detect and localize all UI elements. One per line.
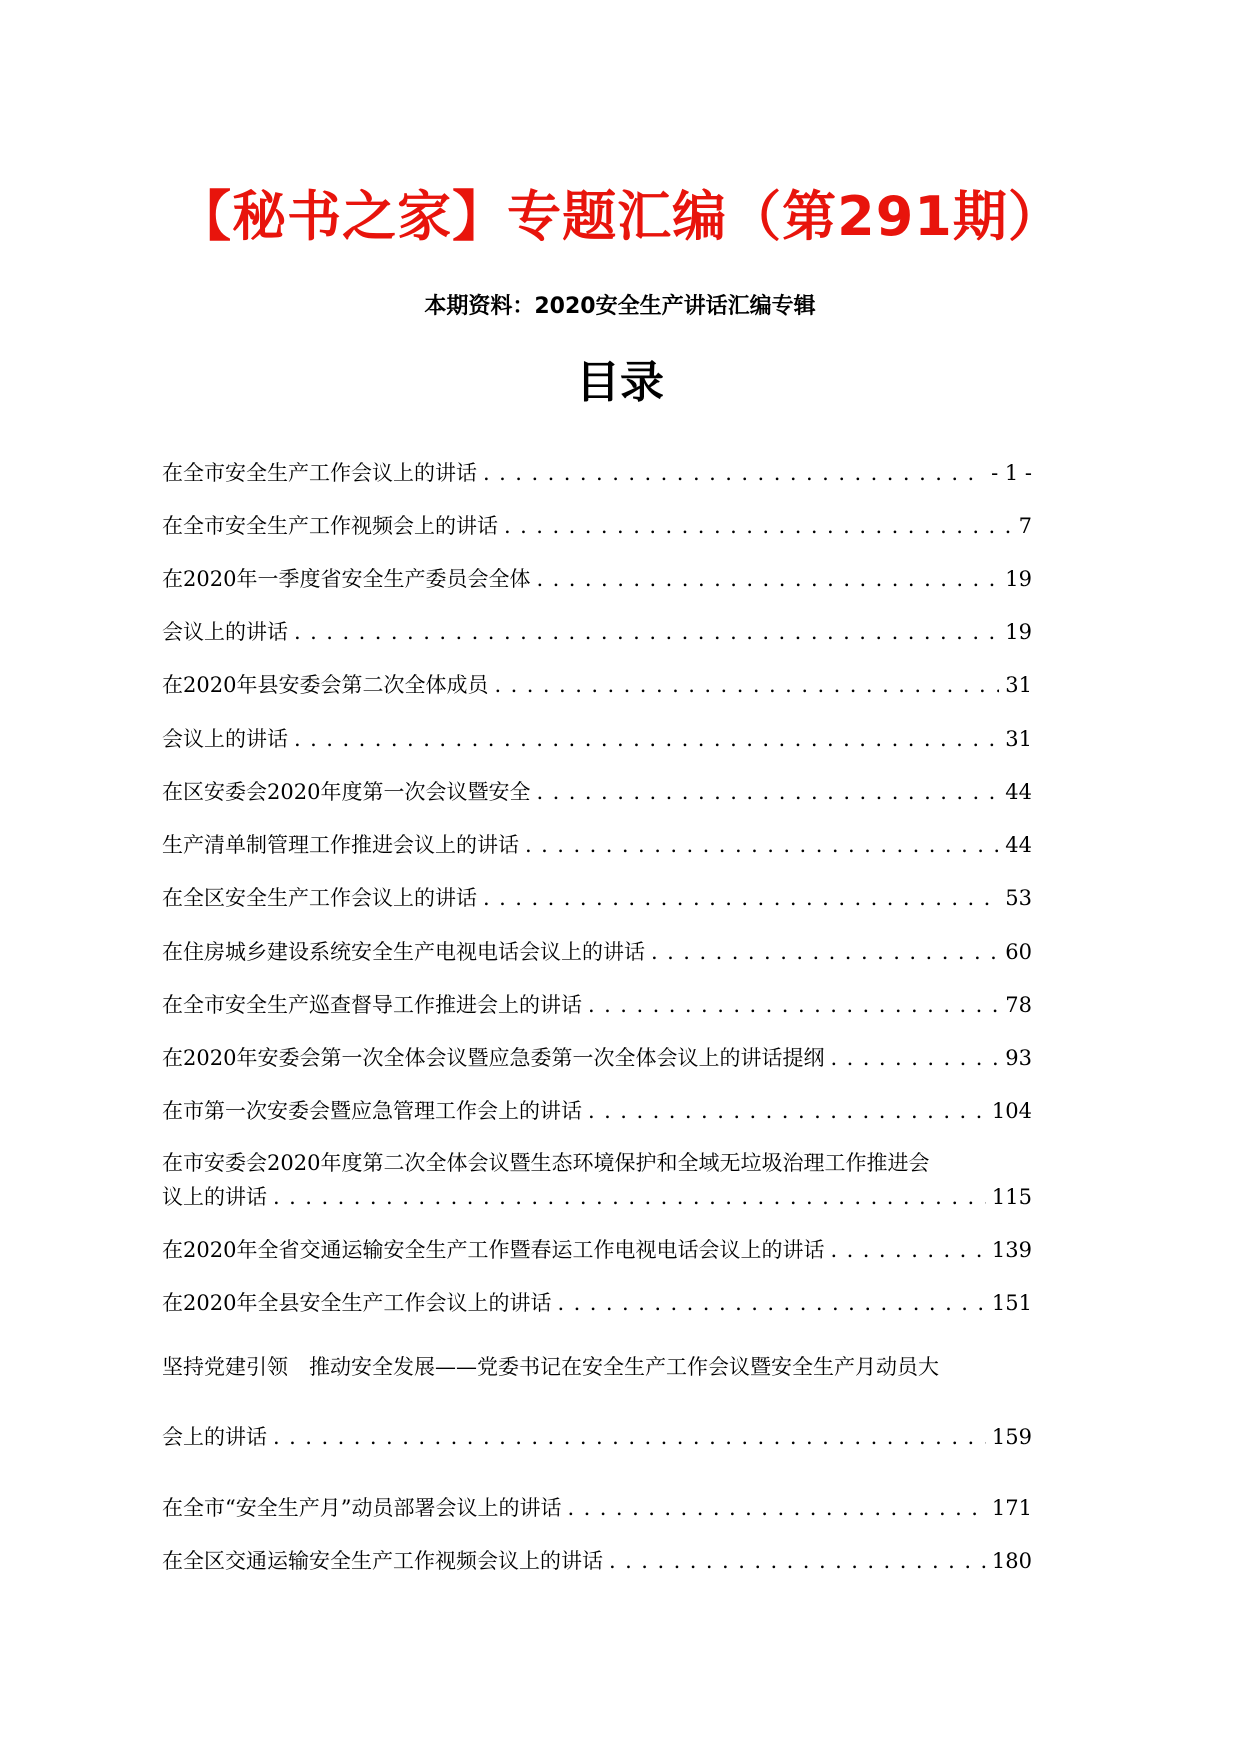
toc-entry[interactable] <box>162 1286 1032 1320</box>
toc-entry-page: 93 <box>1005 1046 1032 1070</box>
toc-leader-dots <box>651 935 999 969</box>
toc-entry-title: 在市第一次安委会暨应急管理工作会上的讲话 <box>162 1099 582 1123</box>
toc-entry-title: 在全市安全生产工作视频会上的讲话 <box>162 514 498 538</box>
toc-entry-page: 31 <box>1005 673 1032 697</box>
toc-entry[interactable] <box>162 615 1032 649</box>
toc-leader-dots <box>483 881 999 915</box>
toc-entry[interactable] <box>162 562 1032 596</box>
toc-entry-page: 115 <box>991 1185 1032 1209</box>
toc-leader-dots <box>494 668 999 702</box>
toc-entry-title: 会议上的讲话 <box>162 620 288 644</box>
toc-entry-title: 在住房城乡建设系统安全生产电视电话会议上的讲话 <box>162 940 645 964</box>
toc-entry-title: 在区安委会2020年度第一次会议暨安全 <box>162 780 531 804</box>
toc-entry-page: 44 <box>1005 833 1032 857</box>
toc-entry-party-lead: 坚持党建引领 推动安全发展—— <box>162 1355 477 1379</box>
toc-entry-title: 在全市安全生产工作会议上的讲话 <box>162 461 477 485</box>
document-subtitle: 本期资料：2020安全生产讲话汇编专辑 <box>424 294 816 319</box>
toc-entry-title: 会上的讲话 <box>162 1425 267 1449</box>
toc-entry-title: 在2020年县安委会第二次全体成员 <box>162 673 489 697</box>
toc-entry-page: 171 <box>991 1496 1032 1520</box>
toc-entry[interactable] <box>162 509 1032 543</box>
toc-leader-dots <box>273 1420 986 1454</box>
toc-leader-dots <box>567 1491 985 1525</box>
toc-leader-dots <box>525 828 999 862</box>
toc-entry-page: 78 <box>1005 993 1032 1017</box>
toc-entry-title: 会议上的讲话 <box>162 727 288 751</box>
toc-entry-party-line1[interactable] <box>162 1350 1082 1384</box>
toc-entry-title: 在全区安全生产工作会议上的讲话 <box>162 886 477 910</box>
toc-leader-dots <box>483 456 985 490</box>
toc-entry-page: 19 <box>1005 620 1032 644</box>
toc-entry-page: 159 <box>991 1425 1032 1449</box>
toc-entry[interactable] <box>162 935 1032 969</box>
toc-entry-title: 在全市“安全生产月”动员部署会议上的讲话 <box>162 1496 562 1520</box>
toc-entry-page: 19 <box>1005 567 1032 591</box>
toc-entry[interactable] <box>162 1233 1032 1267</box>
toc-entry-title: 在全区交通运输安全生产工作视频会议上的讲话 <box>162 1549 603 1573</box>
toc-leader-dots <box>294 722 999 756</box>
toc-entry-page: 60 <box>1005 940 1032 964</box>
toc-entry[interactable] <box>162 1094 1032 1128</box>
toc-entry[interactable] <box>162 722 1032 756</box>
toc-entry[interactable] <box>162 1041 1032 1075</box>
toc-entry[interactable] <box>162 1491 1032 1525</box>
toc-entry[interactable] <box>162 988 1032 1022</box>
toc-entry-page: 104 <box>991 1099 1032 1123</box>
toc-entry-title: 在全市安全生产巡查督导工作推进会上的讲话 <box>162 993 582 1017</box>
toc-entry[interactable] <box>162 1420 1032 1454</box>
toc-entry-page: - 1 - <box>991 461 1032 485</box>
toc-entry-title: 生产清单制管理工作推进会议上的讲话 <box>162 833 519 857</box>
toc-entry[interactable] <box>162 828 1032 862</box>
toc-leader-dots <box>273 1180 986 1214</box>
toc-leader-dots <box>830 1041 999 1075</box>
toc-heading: 目录 <box>576 357 664 408</box>
toc-entry-page: 139 <box>991 1238 1032 1262</box>
toc-entry-title: 议上的讲话 <box>162 1185 267 1209</box>
document-title: 【秘书之家】专题汇编（第291期） <box>177 185 1063 248</box>
toc-leader-dots <box>536 562 999 596</box>
toc-entry-page: 180 <box>991 1549 1032 1573</box>
toc-leader-dots <box>609 1544 986 1578</box>
toc-entry-page: 31 <box>1005 727 1032 751</box>
toc-leader-dots <box>536 775 999 809</box>
toc-leader-dots <box>830 1233 985 1267</box>
toc-leader-dots <box>557 1286 985 1320</box>
toc-leader-dots <box>588 1094 986 1128</box>
toc-entry-party-rest: 党委书记在安全生产工作会议暨安全生产月动员大 <box>477 1355 939 1379</box>
toc-leader-dots <box>504 509 1013 543</box>
toc-entry[interactable] <box>162 668 1032 702</box>
toc-entry-page: 151 <box>991 1291 1032 1315</box>
toc-entry[interactable] <box>162 1180 1032 1214</box>
toc-entry-title: 在2020年全县安全生产工作会议上的讲话 <box>162 1291 552 1315</box>
toc-leader-dots <box>294 615 999 649</box>
toc-entry[interactable] <box>162 881 1032 915</box>
toc-entry-title: 在2020年一季度省安全生产委员会全体 <box>162 567 531 591</box>
toc-entry[interactable] <box>162 775 1032 809</box>
toc-entry[interactable] <box>162 1544 1032 1578</box>
toc-leader-dots <box>588 988 999 1022</box>
toc-entry-title: 在2020年安委会第一次全体会议暨应急委第一次全体会议上的讲话提纲 <box>162 1046 825 1070</box>
toc-entry-page: 44 <box>1005 780 1032 804</box>
toc-entry-page: 7 <box>1018 514 1032 538</box>
toc-entry[interactable] <box>162 456 1032 490</box>
toc-entry-title: 在2020年全省交通运输安全生产工作暨春运工作电视电话会议上的讲话 <box>162 1238 825 1262</box>
toc-entry-page: 53 <box>1005 886 1032 910</box>
toc-entry-wrapped-line1[interactable]: 在市安委会2020年度第二次全体会议暨生态环境保护和全域无垃圾治理工作推进会 <box>162 1151 930 1175</box>
